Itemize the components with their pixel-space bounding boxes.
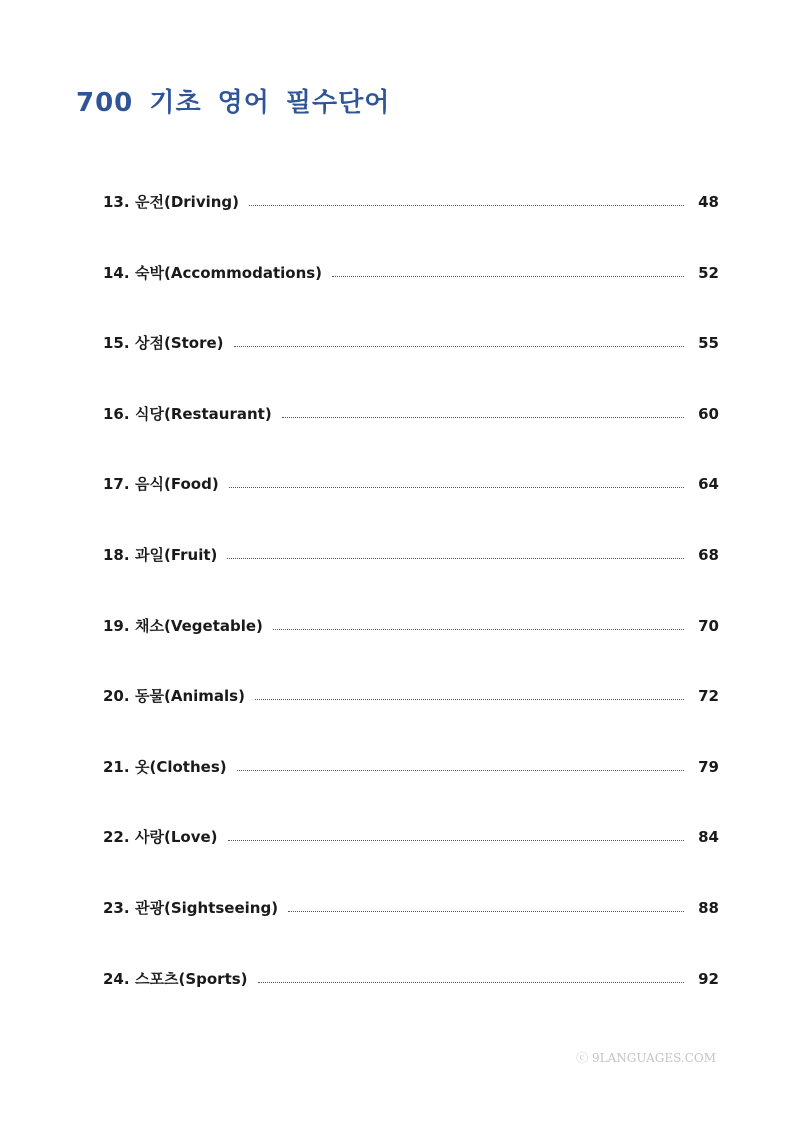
dot-leader (273, 629, 684, 630)
toc-entry-page: 70 (698, 616, 719, 635)
toc-entry[interactable] (103, 826, 719, 897)
toc-entry[interactable] (103, 544, 719, 615)
toc-entry[interactable] (103, 262, 719, 333)
toc-entry-title: 스포츠(Sports) (135, 969, 248, 988)
toc-entry[interactable] (103, 473, 719, 544)
toc-entry[interactable] (103, 615, 719, 686)
toc-entry[interactable] (103, 403, 719, 474)
toc-entry-page: 92 (698, 969, 719, 988)
toc-entry-page: 52 (698, 263, 719, 282)
toc-entry-title: 관광(Sightseeing) (135, 898, 279, 917)
toc-entry-title: 운전(Driving) (135, 193, 240, 211)
toc-entry-title: 과일(Fruit) (135, 545, 218, 564)
toc-entry-number: 21. (103, 757, 130, 776)
toc-entry[interactable] (103, 897, 719, 968)
toc-entry-page: 55 (698, 334, 719, 353)
dot-leader (237, 770, 685, 771)
toc-entry[interactable] (103, 685, 719, 756)
dot-leader (249, 205, 684, 206)
toc-entry[interactable] (103, 756, 719, 827)
toc-entry-page: 88 (698, 898, 719, 917)
dot-leader (234, 346, 685, 347)
toc-entry-number: 15. (103, 334, 130, 353)
toc-entry-title: 사랑(Love) (135, 828, 218, 847)
toc-entry-page: 64 (698, 475, 719, 494)
toc-entry-number: 18. (103, 545, 130, 564)
toc-entry-title: 옷(Clothes) (135, 757, 227, 776)
toc-entry-number: 16. (103, 404, 130, 423)
toc-entry-number: 14. (103, 263, 130, 282)
toc-entry-number: 13. (103, 193, 130, 211)
document-title: 700 기초 영어 필수단어 (76, 88, 391, 118)
dot-leader (229, 487, 684, 488)
toc-entry-number: 19. (103, 616, 130, 635)
toc-entry[interactable] (103, 968, 719, 1039)
toc-entry-title: 채소(Vegetable) (135, 616, 263, 635)
dot-leader (258, 982, 685, 983)
toc-entry-page: 72 (698, 687, 719, 706)
toc-entry-page: 48 (698, 193, 719, 211)
toc-entry-page: 84 (698, 828, 719, 847)
toc-entry-page: 79 (698, 757, 719, 776)
dot-leader (288, 911, 684, 912)
dot-leader (282, 417, 684, 418)
toc-entry-title: 숙박(Accommodations) (135, 263, 323, 282)
dot-leader (332, 276, 684, 277)
dot-leader (255, 699, 684, 700)
toc-entry-number: 17. (103, 475, 130, 494)
toc-entry-title: 식당(Restaurant) (135, 404, 272, 423)
toc-entry[interactable] (103, 191, 719, 262)
toc-entry-page: 60 (698, 404, 719, 423)
toc-entry-number: 20. (103, 687, 130, 706)
toc-entry-number: 24. (103, 969, 130, 988)
toc-entry-title: 음식(Food) (135, 475, 219, 494)
toc-entry-page: 68 (698, 545, 719, 564)
table-of-contents (103, 191, 719, 1038)
toc-entry-number: 23. (103, 898, 130, 917)
dot-leader (228, 840, 685, 841)
toc-entry-title: 상점(Store) (135, 334, 224, 353)
toc-entry[interactable] (103, 332, 719, 403)
toc-entry-number: 22. (103, 828, 130, 847)
dot-leader (227, 558, 684, 559)
toc-entry-title: 동물(Animals) (135, 687, 245, 706)
copyright-footer: ⓒ 9LANGUAGES.COM (576, 1051, 716, 1065)
